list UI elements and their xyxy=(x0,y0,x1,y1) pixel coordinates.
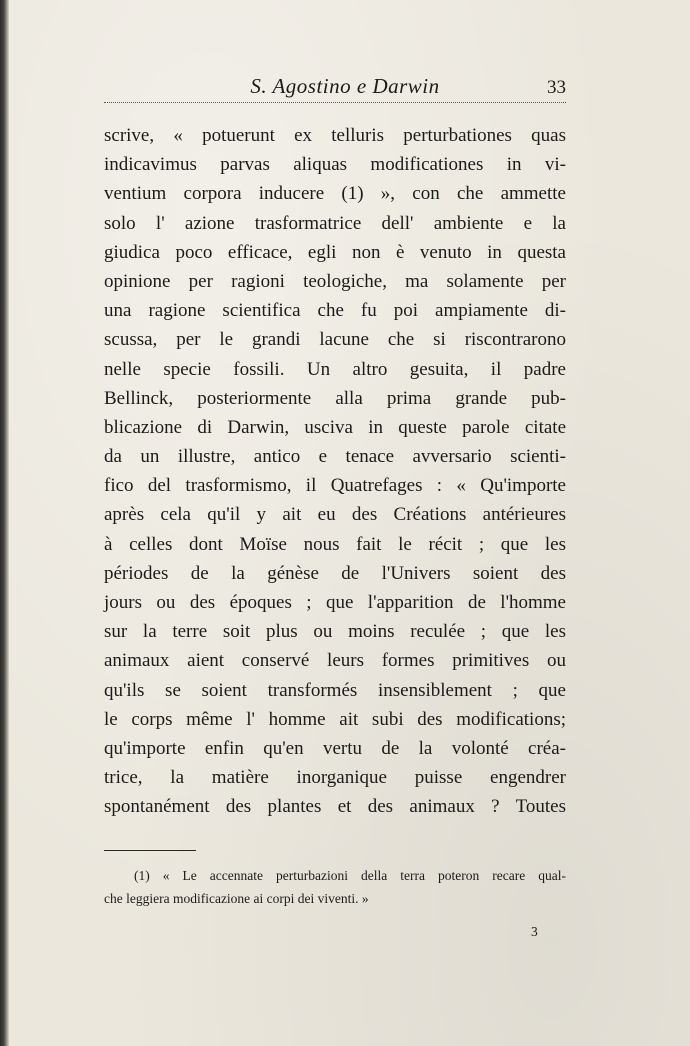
body-line: fico del trasformismo, il Quatrefages : « Qu'importe xyxy=(104,475,566,497)
body-line: trice, la matière inorganique puisse engendrer xyxy=(104,767,566,789)
body-line: solo l' azione trasformatrice dell' ambiente e la xyxy=(104,212,566,234)
body-line: le corps même l' homme ait subi des modifications; xyxy=(104,708,566,730)
body-line: après cela qu'il y ait eu des Créations antérieures xyxy=(104,504,566,526)
binding-edge xyxy=(0,0,9,1046)
body-line: nelle specie fossili. Un altro gesuita, il padre xyxy=(104,358,566,380)
running-head xyxy=(104,68,566,104)
body-line: à celles dont Moïse nous fait le récit ; que les xyxy=(104,533,566,555)
footnote-line: (1) « Le accennate perturbazioni della terra poteron recare qual- xyxy=(134,868,566,883)
footnote xyxy=(104,864,566,910)
body-line: opinione per ragioni teologiche, ma solamente per xyxy=(104,270,566,292)
body-line: una ragione scientifica che fu poi ampiamente di- xyxy=(104,300,566,322)
body-line: blicazione di Darwin, usciva in queste parole citate xyxy=(104,416,566,438)
signature-mark: 3 xyxy=(531,924,538,939)
body-line: scrive, « potuerunt ex telluris perturbationes quas xyxy=(104,125,566,146)
body-line: scussa, per le grandi lacune che si riscontrarono xyxy=(104,329,566,351)
body-line: animaux aient conservé leurs formes primitives ou xyxy=(104,650,566,672)
page-number: 33 xyxy=(547,77,566,98)
body-line: spontanément des plantes et des animaux ? Toutes xyxy=(104,796,566,818)
body-line: sur la terre soit plus ou moins reculée ; que les xyxy=(104,621,566,643)
body-line: indicavimus parvas aliquas modificationes in vi- xyxy=(104,154,566,176)
body-line: périodes de la génèse de l'Univers soient des xyxy=(104,562,566,584)
body-text xyxy=(104,121,566,822)
body-line: da un illustre, antico e tenace avversario scienti- xyxy=(104,446,566,468)
body-line: ventium corpora inducere (1) », con che ammette xyxy=(104,183,566,205)
footnote-line: che leggiera modificazione ai corpi dei viventi. » xyxy=(104,891,369,906)
body-line: Bellinck, posteriormente alla prima grande pub- xyxy=(104,387,566,409)
running-title: S. Agostino e Darwin xyxy=(250,74,440,98)
body-line: jours ou des époques ; que l'apparition de l'homme xyxy=(104,592,566,613)
footnote-rule xyxy=(104,850,196,851)
header-rule xyxy=(104,102,566,103)
body-line: qu'ils se soient transformés insensiblement ; que xyxy=(104,679,566,701)
body-line: giudica poco efficace, egli non è venuto in questa xyxy=(104,241,566,263)
body-line: qu'importe enfin qu'en vertu de la volonté créa- xyxy=(104,737,566,759)
